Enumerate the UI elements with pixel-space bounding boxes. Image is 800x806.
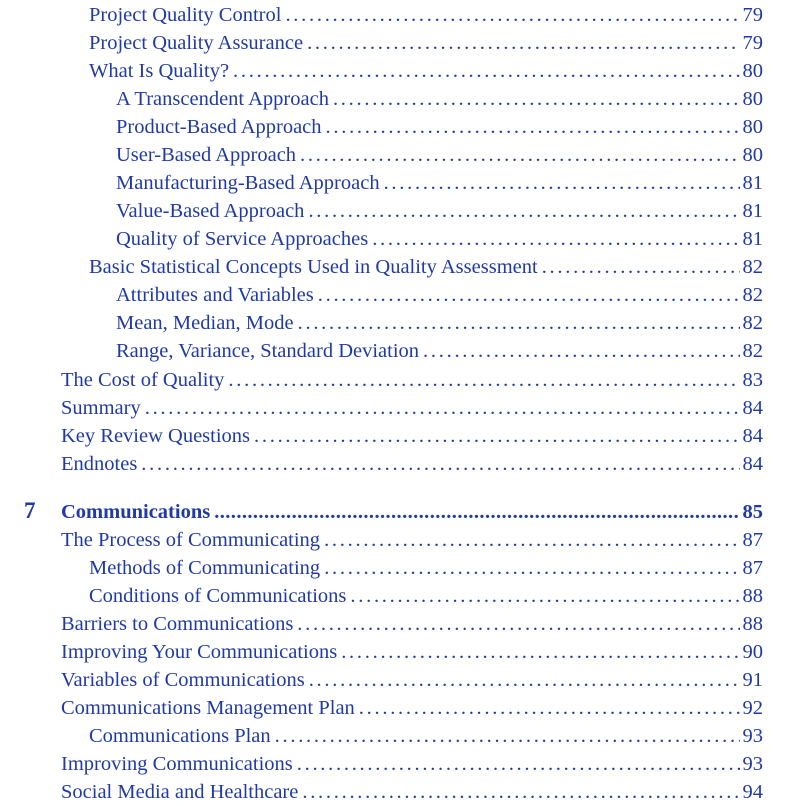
toc-entry-title: Quality of Service Approaches: [116, 228, 369, 250]
toc-entry[interactable]: [116, 169, 763, 197]
toc-entry-page: 79: [742, 4, 763, 26]
toc-entry[interactable]: [61, 422, 763, 450]
toc-entry-title: Communications Management Plan: [61, 697, 355, 719]
toc-entry-title: Value-Based Approach: [116, 200, 305, 222]
toc-entry-title: The Process of Communicating: [61, 529, 321, 551]
dot-leader: [542, 253, 740, 281]
toc-entry-title: Range, Variance, Standard Deviation: [116, 340, 420, 362]
toc-entry-title: A Transcendent Approach: [116, 88, 329, 110]
toc-entry-page: 80: [742, 116, 763, 138]
toc-entry-title: Social Media and Healthcare: [61, 781, 299, 803]
toc-entry[interactable]: [61, 450, 763, 478]
toc-entry-title: Project Quality Control: [89, 4, 282, 26]
toc-entry-title: Endnotes: [61, 453, 138, 475]
toc-entry-title: Improving Your Communications: [61, 641, 338, 663]
toc-entry-page: 91: [742, 669, 763, 691]
dot-leader: [384, 169, 740, 197]
toc-entry-title: Methods of Communicating: [89, 557, 321, 579]
dot-leader: [141, 450, 739, 478]
dot-leader: [359, 694, 740, 722]
toc-entry-page: 81: [742, 172, 763, 194]
toc-entry[interactable]: [61, 694, 763, 722]
toc-entry[interactable]: [61, 394, 763, 422]
dot-leader: [254, 422, 739, 450]
dot-leader: [423, 337, 739, 365]
toc-entry-title: Communications Plan: [89, 725, 271, 747]
toc-entry[interactable]: [61, 366, 763, 394]
dot-leader: [302, 778, 739, 806]
toc-entry-page: 84: [742, 425, 763, 447]
chapter-page: 85: [742, 501, 763, 523]
dot-leader: [324, 554, 739, 582]
toc-entry[interactable]: [116, 141, 763, 169]
dot-leader: [308, 197, 739, 225]
toc-entry-page: 93: [742, 725, 763, 747]
dot-leader: [233, 57, 739, 85]
toc-entry[interactable]: [61, 778, 763, 806]
toc-entry-title: Manufacturing-Based Approach: [116, 172, 380, 194]
dot-leader: [285, 1, 739, 29]
dot-leader: [326, 113, 740, 141]
toc-entry[interactable]: [116, 281, 763, 309]
toc-entry[interactable]: [116, 85, 763, 113]
dot-leader: [275, 722, 740, 750]
toc-entry[interactable]: [89, 57, 763, 85]
toc-entry-title: Variables of Communications: [61, 669, 305, 691]
toc-entry-title: Attributes and Variables: [116, 284, 314, 306]
dot-leader: [341, 638, 739, 666]
toc-entry-page: 94: [742, 781, 763, 803]
toc-entry-page: 87: [742, 557, 763, 579]
toc-entry-page: 92: [742, 697, 763, 719]
chapter-heading[interactable]: [24, 497, 763, 525]
toc-entry-title: Barriers to Communications: [61, 613, 294, 635]
toc-entry[interactable]: [89, 554, 763, 582]
toc-entry[interactable]: [61, 666, 763, 694]
toc-entry-title: Mean, Median, Mode: [116, 312, 294, 334]
toc-entry-title: Summary: [61, 397, 141, 419]
dot-leader: [228, 366, 739, 394]
toc-entry[interactable]: [89, 253, 763, 281]
toc-entry-page: 82: [742, 312, 763, 334]
toc-entry[interactable]: [116, 113, 763, 141]
toc-entry-page: 80: [742, 60, 763, 82]
dot-leader: [297, 610, 739, 638]
toc-entry-page: 81: [742, 228, 763, 250]
toc-entry[interactable]: [61, 610, 763, 638]
dot-leader: [307, 29, 739, 57]
dot-leader: [372, 225, 739, 253]
toc-entry-title: Product-Based Approach: [116, 116, 322, 138]
toc-entry-page: 84: [742, 397, 763, 419]
toc-entry-title: The Cost of Quality: [61, 369, 225, 391]
toc-entry[interactable]: [116, 225, 763, 253]
toc-entry-title: Conditions of Communications: [89, 585, 347, 607]
toc-entry-title: Project Quality Assurance: [89, 32, 304, 54]
toc-entry[interactable]: [116, 309, 763, 337]
toc-entry-title: User-Based Approach: [116, 144, 297, 166]
toc-entry-page: 84: [742, 453, 763, 475]
toc-entry[interactable]: [116, 337, 763, 365]
toc-entry-title: Basic Statistical Concepts Used in Quality Assessment: [89, 256, 538, 278]
toc-entry-page: 83: [742, 369, 763, 391]
toc-entry-page: 88: [742, 613, 763, 635]
dot-leader: [333, 85, 740, 113]
toc-entry-page: 82: [742, 284, 763, 306]
toc-entry-title: What Is Quality?: [89, 60, 230, 82]
toc-entry[interactable]: [89, 29, 763, 57]
toc-entry-page: 88: [742, 585, 763, 607]
toc-entry-page: 93: [742, 753, 763, 775]
toc-entry-title: Key Review Questions: [61, 425, 251, 447]
chapter-title: Communications: [61, 501, 211, 523]
dot-leader: [298, 309, 740, 337]
dot-leader: [318, 281, 740, 309]
dot-leader: [300, 141, 739, 169]
toc-entry[interactable]: [89, 582, 763, 610]
toc-entry-page: 90: [742, 641, 763, 663]
dot-leader: [350, 582, 739, 610]
toc-entry-page: 81: [742, 200, 763, 222]
chapter-number: 7: [24, 498, 36, 523]
toc-entry-page: 80: [742, 144, 763, 166]
toc-entry[interactable]: [89, 722, 763, 750]
toc-entry[interactable]: [116, 197, 763, 225]
dot-leader: [324, 526, 739, 554]
dot-leader: [297, 750, 740, 778]
toc-entry-title: Improving Communications: [61, 753, 293, 775]
dot-leader: [145, 394, 740, 422]
toc-entry-page: 87: [742, 529, 763, 551]
toc-entry-page: 82: [742, 340, 763, 362]
toc-entry-page: 82: [742, 256, 763, 278]
dot-leader: [214, 498, 739, 526]
dot-leader: [309, 666, 740, 694]
toc-entry-page: 80: [742, 88, 763, 110]
toc-entry-page: 79: [742, 32, 763, 54]
toc-entry[interactable]: [89, 1, 763, 29]
toc-entry[interactable]: [61, 526, 763, 554]
toc-entry[interactable]: [61, 750, 763, 778]
toc-entry[interactable]: [61, 638, 763, 666]
